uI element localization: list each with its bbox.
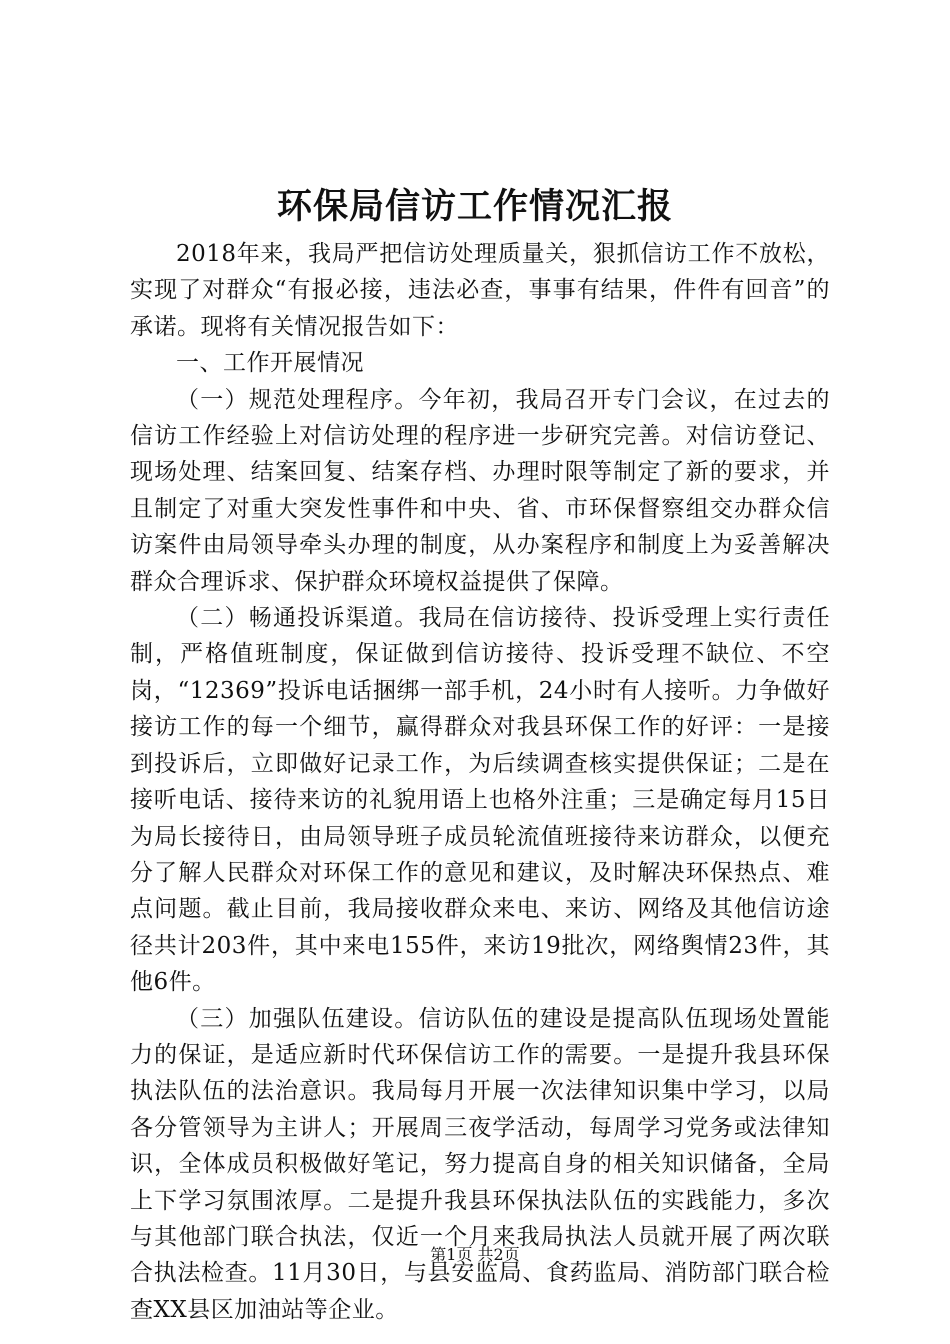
- section-heading: 一、工作开展情况: [176, 350, 364, 377]
- item-3-paragraph: （三）加强队伍建设。信访队伍的建设是提高队伍现场处置能力的保证，是适应新时代环保信访工作的需要。一是提升我县环保执法队伍的法治意识。我局每月开展一次法律知识集中学习，以局各分管领导为主讲人；开展周三夜学活动，每周学习党务或法律知识，全体成员积极做好笔记，努力提高自身的相关知识储备，全局上下学习氛围浓厚。二是提升我县环保执法队伍的实践能力，多次与其他部门联合执法，仅近一个月来我局执法人员就开展了两次联合执法检查。11月30日，与县安监局、食药监局、消防部门联合检查XX县区加油站等企业。: [130, 1005, 830, 1323]
- document-body: [130, 236, 830, 1328]
- document-title: 环保局信访工作情况汇报: [276, 186, 673, 227]
- intro-paragraph: 2018年来，我局严把信访处理质量关，狠抓信访工作不放松，实现了对群众“有报必接，违法必查，事事有结果，件件有回音”的承诺。现将有关情况报告如下：: [130, 241, 830, 340]
- item-1-paragraph: （一）规范处理程序。今年初，我局召开专门会议，在过去的信访工作经验上对信访处理的程序进一步研究完善。对信访登记、现场处理、结案回复、结案存档、办理时限等制定了新的要求，并且制定了对重大突发性事件和中央、省、市环保督察组交办群众信访案件由局领导牵头办理的制度，从办案程序和制度上为妥善解决群众合理诉求、保护群众环境权益提供了保障。: [130, 386, 830, 595]
- page-footer: 第1页 共2页: [430, 1245, 520, 1264]
- item-2-paragraph: （二）畅通投诉渠道。我局在信访接待、投诉受理上实行责任制，严格值班制度，保证做到信访接待、投诉受理不缺位、不空岗，“12369”投诉电话捆绑一部手机，24小时有人接听。力争做好接访工作的每一个细节，赢得群众对我县环保工作的好评：一是接到投诉后，立即做好记录工作，为后续调查核实提供保证；二是在接听电话、接待来访的礼貌用语上也格外注重；三是确定每月15日为局长接待日，由局领导班子成员轮流值班接待来访群众，以便充分了解人民群众对环保工作的意见和建议，及时解决环保热点、难点问题。截止目前，我局接收群众来电、来访、网络及其他信访途径共计203件，其中来电155件，来访19批次，网络舆情23件，其他6件。: [130, 605, 830, 996]
